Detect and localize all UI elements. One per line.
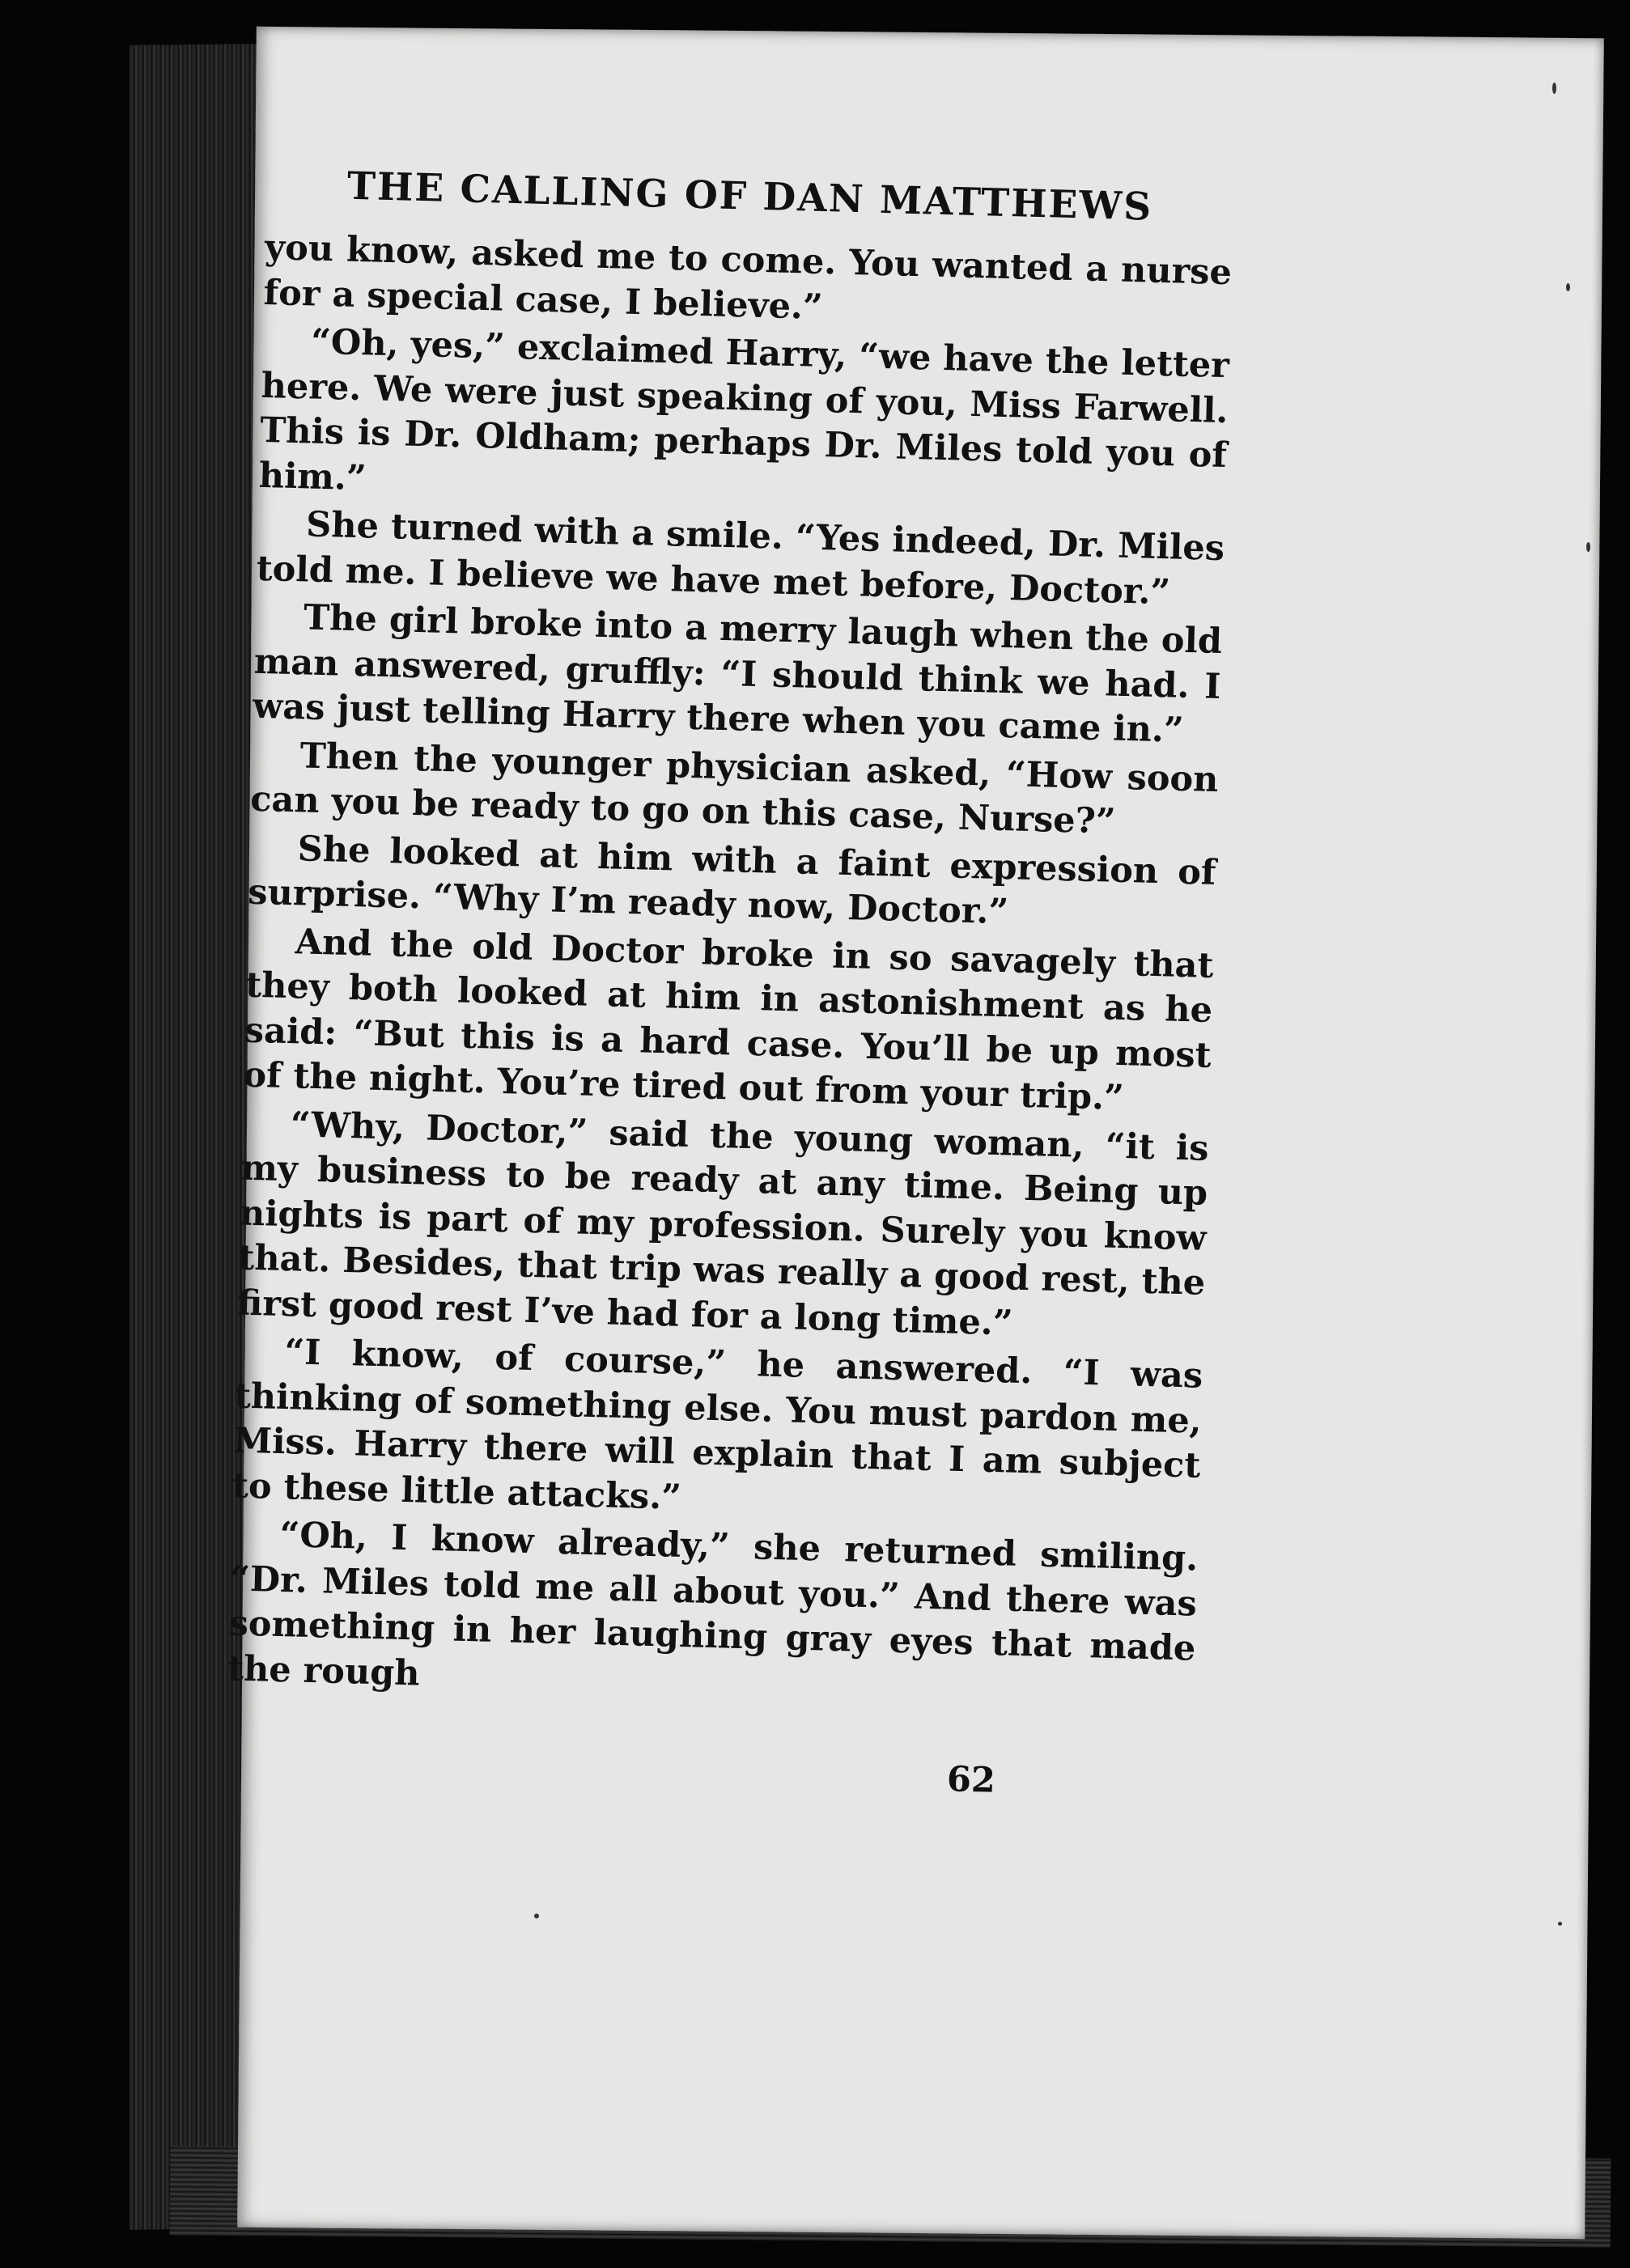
paragraph: The girl broke into a merry laugh when the old man answered, gruffly: “I should think we had. I was just telling Harry there when you came in.” (252, 597, 1223, 751)
paragraph: “Why, Doctor,” said the young woman, “it is my business to be ready at any time. Being up nights is part of my profession. Surely you know that. Besides, that trip was really a good rest, the first good rest I’ve had for a long time.” (236, 1104, 1210, 1344)
body-text (227, 226, 1232, 1717)
paragraph: “Oh, I know already,” she returned smiling. “Dr. Miles told me all about you.” And there was something in her laughing gray eyes that made the rough (227, 1514, 1199, 1694)
paragraph: “Oh, yes,” exclaimed Harry, “we have the letter here. We were just speaking of you, Miss Farwell. This is Dr. Oldham; perhaps Dr. Miles told you of him.” (258, 321, 1230, 498)
paragraph: Then the younger physician asked, “How soon can you be ready to go on this case, Nurse?” (249, 735, 1220, 842)
page-number: 62 (946, 1759, 996, 1801)
scan-speck (1566, 283, 1570, 291)
running-head: THE CALLING OF DAN MATTHEWS (346, 163, 1153, 230)
scan-speck (1586, 542, 1590, 552)
paragraph: She turned with a smile. “Yes indeed, Dr. Miles told me. I believe we have met before, Doctor.” (256, 504, 1225, 613)
paragraph: She looked at him with a faint expression of surprise. “Why I’m ready now, Doctor.” (247, 828, 1217, 933)
page-content (227, 162, 1233, 1720)
scan-speck (1552, 83, 1556, 94)
paragraph: And the old Doctor broke in so savagely that they both looked at him in astonishment as he said: “But this is a hard case. You’ll be up most of the night. You’re tired out from your trip.” (242, 921, 1215, 1119)
scan-speck (1558, 1922, 1562, 1926)
scan-speck (534, 1914, 539, 1918)
paragraph: you know, asked me to come. You wanted a nurse for a special case, I believe.” (263, 227, 1233, 328)
paragraph: “I know, of course,” he answered. “I was thinking of something else. You must pardon me, Miss. Harry there will explain that I am subject to these little attacks.” (231, 1332, 1203, 1518)
